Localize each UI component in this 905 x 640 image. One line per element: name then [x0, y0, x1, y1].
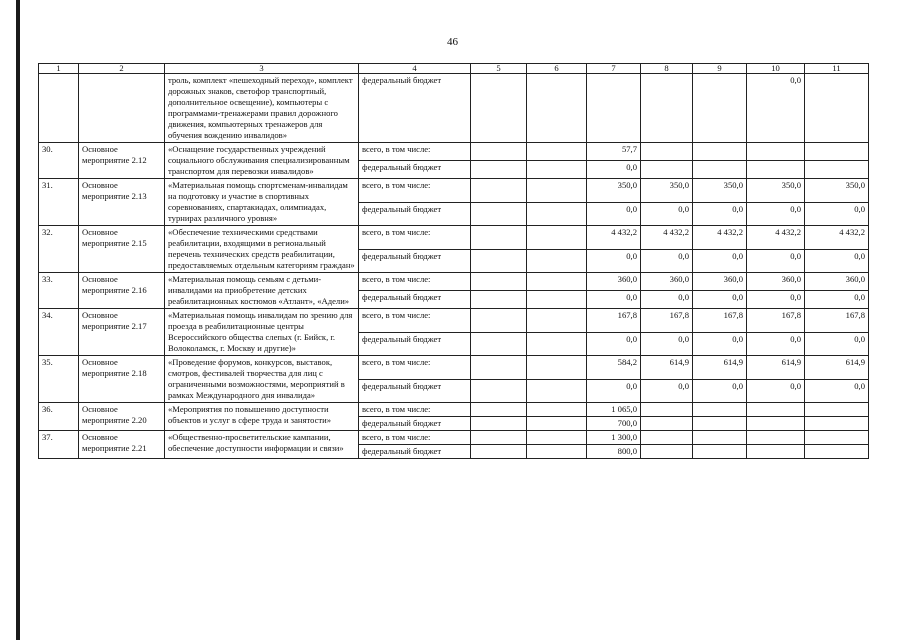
event-description-cell: «Оснащение государственных учреждений социального обслуживания специализированным транспортом для перевозки инвалидов»: [165, 143, 359, 179]
column-header: 8: [641, 64, 693, 74]
amount-cell: 0,0: [805, 291, 869, 309]
amount-cell: 614,9: [805, 356, 869, 380]
column-header: 4: [359, 64, 471, 74]
table-row: [39, 226, 869, 250]
amount-cell: [641, 74, 693, 143]
funding-source-cell: федеральный бюджет: [359, 291, 471, 309]
amount-cell: [747, 445, 805, 459]
table-row: [39, 309, 869, 333]
amount-cell: [471, 179, 527, 203]
amount-cell: [471, 445, 527, 459]
event-name-cell: Основное мероприятие 2.18: [79, 356, 165, 403]
amount-cell: 614,9: [693, 356, 747, 380]
amount-cell: 0,0: [805, 249, 869, 273]
amount-cell: [693, 403, 747, 417]
amount-cell: [527, 309, 587, 333]
amount-cell: 360,0: [587, 273, 641, 291]
event-name-cell: Основное мероприятие 2.15: [79, 226, 165, 273]
amount-cell: 0,0: [587, 379, 641, 403]
amount-cell: 350,0: [693, 179, 747, 203]
amount-cell: 0,0: [641, 332, 693, 356]
event-description-cell: «Проведение форумов, конкурсов, выставок, смотров, фестивалей творчества для лиц с ограниченными возможностями, мероприятий в рамках Международного дня инвалида»: [165, 356, 359, 403]
amount-cell: 167,8: [805, 309, 869, 333]
amount-cell: 700,0: [587, 417, 641, 431]
event-description-cell: «Общественно-просветительские кампании, обеспечение доступности информации и связи»: [165, 431, 359, 459]
funding-source-cell: федеральный бюджет: [359, 161, 471, 179]
table-row: [39, 143, 869, 161]
amount-cell: 0,0: [747, 202, 805, 226]
amount-cell: [471, 332, 527, 356]
row-number-cell: [39, 74, 79, 143]
column-header: 10: [747, 64, 805, 74]
column-header: 1: [39, 64, 79, 74]
amount-cell: [805, 161, 869, 179]
amount-cell: 0,0: [693, 249, 747, 273]
amount-cell: [747, 143, 805, 161]
event-name-cell: Основное мероприятие 2.20: [79, 403, 165, 431]
amount-cell: [527, 143, 587, 161]
amount-cell: [527, 202, 587, 226]
funding-source-cell: всего, в том числе:: [359, 226, 471, 250]
amount-cell: 800,0: [587, 445, 641, 459]
funding-source-cell: федеральный бюджет: [359, 417, 471, 431]
row-number-cell: 36.: [39, 403, 79, 431]
table-row: [39, 431, 869, 445]
amount-cell: [527, 379, 587, 403]
amount-cell: 0,0: [641, 291, 693, 309]
amount-cell: 0,0: [587, 249, 641, 273]
funding-source-cell: федеральный бюджет: [359, 445, 471, 459]
amount-cell: 350,0: [587, 179, 641, 203]
funding-source-cell: всего, в том числе:: [359, 356, 471, 380]
amount-cell: [693, 445, 747, 459]
amount-cell: [527, 417, 587, 431]
funding-source-cell: всего, в том числе:: [359, 309, 471, 333]
amount-cell: [471, 249, 527, 273]
amount-cell: 167,8: [747, 309, 805, 333]
table-row: [39, 356, 869, 380]
row-number-cell: 37.: [39, 431, 79, 459]
amount-cell: 614,9: [747, 356, 805, 380]
amount-cell: 1 065,0: [587, 403, 641, 417]
event-description-cell: «Материальная помощь семьям с детьми-инвалидами на приобретение детских реабилитационных костюмов «Атлант», «Адели»: [165, 273, 359, 309]
amount-cell: [805, 431, 869, 445]
amount-cell: [471, 291, 527, 309]
amount-cell: [747, 403, 805, 417]
row-number-cell: 30.: [39, 143, 79, 179]
amount-cell: 4 432,2: [693, 226, 747, 250]
row-number-cell: 33.: [39, 273, 79, 309]
funding-source-cell: всего, в том числе:: [359, 273, 471, 291]
event-description-cell: троль, комплект «пешеходный переход», комплект дорожных знаков, светофор транспортный, дополнительное освещение), компьютеры с программами-тренажерами правил дорожного движения, компьютерных тренажеров для обучения вождению инвалидов»: [165, 74, 359, 143]
amount-cell: [693, 417, 747, 431]
row-number-cell: 35.: [39, 356, 79, 403]
amount-cell: [805, 417, 869, 431]
column-header: 2: [79, 64, 165, 74]
page-number: 46: [447, 36, 458, 48]
amount-cell: [527, 74, 587, 143]
amount-cell: [471, 74, 527, 143]
amount-cell: 167,8: [693, 309, 747, 333]
amount-cell: 0,0: [693, 332, 747, 356]
amount-cell: [471, 417, 527, 431]
amount-cell: 4 432,2: [747, 226, 805, 250]
row-number-cell: 34.: [39, 309, 79, 356]
table-row: [39, 74, 869, 143]
amount-cell: [471, 403, 527, 417]
amount-cell: [527, 445, 587, 459]
amount-cell: 0,0: [805, 379, 869, 403]
funding-source-cell: всего, в том числе:: [359, 143, 471, 161]
amount-cell: 360,0: [641, 273, 693, 291]
amount-cell: [693, 143, 747, 161]
amount-cell: [747, 431, 805, 445]
column-header: 6: [527, 64, 587, 74]
amount-cell: [471, 161, 527, 179]
funding-source-cell: федеральный бюджет: [359, 332, 471, 356]
column-header: 5: [471, 64, 527, 74]
column-number-row: [39, 64, 869, 74]
amount-cell: [527, 403, 587, 417]
event-name-cell: Основное мероприятие 2.21: [79, 431, 165, 459]
amount-cell: 0,0: [587, 161, 641, 179]
amount-cell: 0,0: [587, 202, 641, 226]
column-header: 7: [587, 64, 641, 74]
amount-cell: 360,0: [747, 273, 805, 291]
amount-cell: [471, 379, 527, 403]
funding-source-cell: всего, в том числе:: [359, 431, 471, 445]
amount-cell: 57,7: [587, 143, 641, 161]
funding-source-cell: федеральный бюджет: [359, 249, 471, 273]
amount-cell: 360,0: [693, 273, 747, 291]
amount-cell: [471, 202, 527, 226]
amount-cell: [471, 431, 527, 445]
amount-cell: 167,8: [587, 309, 641, 333]
amount-cell: [747, 161, 805, 179]
binder-edge-line: [16, 0, 20, 640]
amount-cell: [471, 309, 527, 333]
amount-cell: [805, 403, 869, 417]
amount-cell: 167,8: [641, 309, 693, 333]
amount-cell: 0,0: [747, 332, 805, 356]
amount-cell: 0,0: [693, 202, 747, 226]
amount-cell: [587, 74, 641, 143]
amount-cell: 0,0: [747, 379, 805, 403]
amount-cell: 1 300,0: [587, 431, 641, 445]
funding-source-cell: федеральный бюджет: [359, 74, 471, 143]
event-name-cell: Основное мероприятие 2.17: [79, 309, 165, 356]
event-description-cell: «Мероприятия по повышению доступности объектов и услуг в сфере труда и занятости»: [165, 403, 359, 431]
funding-source-cell: всего, в том числе:: [359, 179, 471, 203]
event-name-cell: Основное мероприятие 2.12: [79, 143, 165, 179]
event-description-cell: «Материальная помощь инвалидам по зрению для проезда в реабилитационные центры Всероссийского общества слепых (г. Бийск, г. Волоколамск, г. Москву и другие)»: [165, 309, 359, 356]
amount-cell: [641, 431, 693, 445]
amount-cell: 0,0: [641, 379, 693, 403]
amount-cell: [747, 417, 805, 431]
amount-cell: 0,0: [641, 202, 693, 226]
amount-cell: 360,0: [805, 273, 869, 291]
amount-cell: 0,0: [805, 202, 869, 226]
funding-source-cell: всего, в том числе:: [359, 403, 471, 417]
amount-cell: 4 432,2: [805, 226, 869, 250]
column-header: 3: [165, 64, 359, 74]
amount-cell: 0,0: [693, 291, 747, 309]
event-name-cell: Основное мероприятие 2.13: [79, 179, 165, 226]
amount-cell: [471, 356, 527, 380]
amount-cell: [641, 417, 693, 431]
amount-cell: 0,0: [747, 249, 805, 273]
funding-source-cell: федеральный бюджет: [359, 379, 471, 403]
amount-cell: 350,0: [641, 179, 693, 203]
budget-table: [38, 63, 869, 459]
amount-cell: [527, 332, 587, 356]
amount-cell: [471, 273, 527, 291]
amount-cell: [527, 249, 587, 273]
amount-cell: [805, 143, 869, 161]
amount-cell: [693, 74, 747, 143]
amount-cell: [527, 291, 587, 309]
amount-cell: 0,0: [805, 332, 869, 356]
amount-cell: 4 432,2: [587, 226, 641, 250]
amount-cell: [641, 161, 693, 179]
event-name-cell: Основное мероприятие 2.16: [79, 273, 165, 309]
table-row: [39, 273, 869, 291]
table-row: [39, 403, 869, 417]
amount-cell: [641, 445, 693, 459]
amount-cell: [641, 403, 693, 417]
event-description-cell: «Материальная помощь спортсменам-инвалидам на подготовку и участие в спортивных соревнованиях, спартакиадах, олимпиадах, турнирах различного уровня»: [165, 179, 359, 226]
amount-cell: 0,0: [693, 379, 747, 403]
amount-cell: [527, 179, 587, 203]
amount-cell: [527, 273, 587, 291]
amount-cell: [805, 74, 869, 143]
amount-cell: [471, 143, 527, 161]
amount-cell: 0,0: [587, 291, 641, 309]
amount-cell: [805, 445, 869, 459]
amount-cell: 350,0: [805, 179, 869, 203]
amount-cell: 0,0: [747, 74, 805, 143]
event-description-cell: «Обеспечение техническими средствами реабилитации, входящими в региональный перечень технических средств реабилитации, предоставляемых отдельным категориям граждан»: [165, 226, 359, 273]
amount-cell: [641, 143, 693, 161]
amount-cell: 350,0: [747, 179, 805, 203]
amount-cell: [693, 161, 747, 179]
amount-cell: [527, 226, 587, 250]
column-header: 9: [693, 64, 747, 74]
row-number-cell: 31.: [39, 179, 79, 226]
table-body: [39, 74, 869, 459]
amount-cell: [527, 431, 587, 445]
amount-cell: 614,9: [641, 356, 693, 380]
amount-cell: [471, 226, 527, 250]
event-name-cell: [79, 74, 165, 143]
amount-cell: 0,0: [747, 291, 805, 309]
amount-cell: 0,0: [587, 332, 641, 356]
column-header: 11: [805, 64, 869, 74]
amount-cell: [527, 161, 587, 179]
amount-cell: 584,2: [587, 356, 641, 380]
row-number-cell: 32.: [39, 226, 79, 273]
funding-source-cell: федеральный бюджет: [359, 202, 471, 226]
amount-cell: 0,0: [641, 249, 693, 273]
amount-cell: 4 432,2: [641, 226, 693, 250]
amount-cell: [527, 356, 587, 380]
table-row: [39, 179, 869, 203]
amount-cell: [693, 431, 747, 445]
